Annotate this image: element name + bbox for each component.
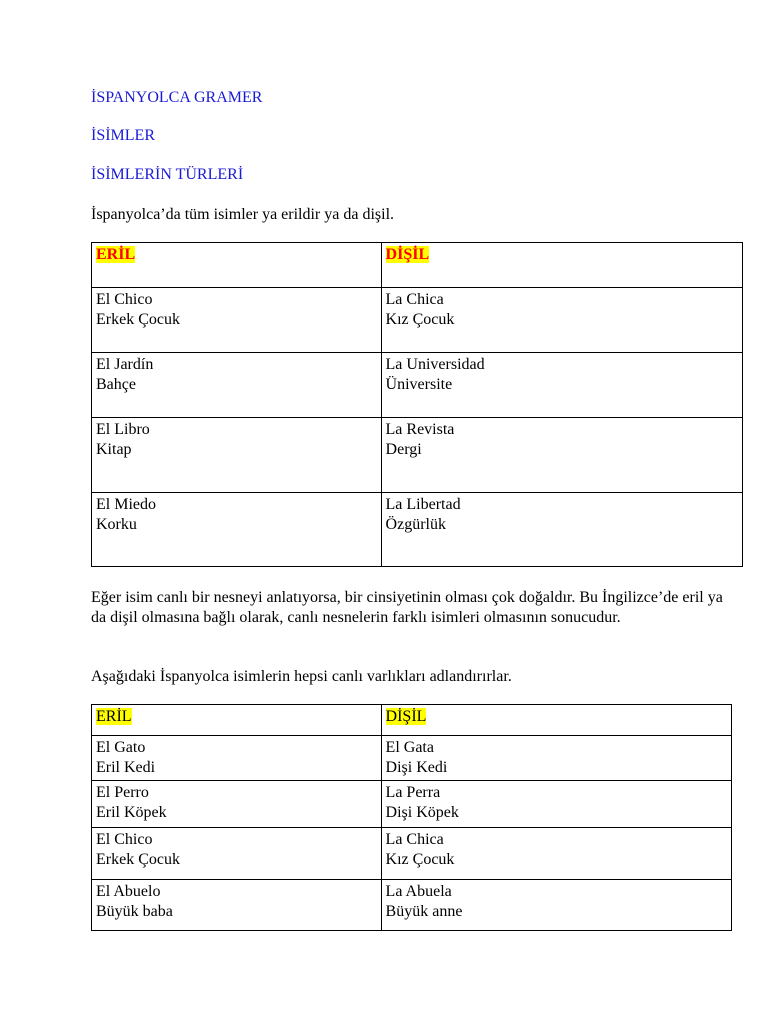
table-cell (92, 493, 382, 567)
table-row (92, 288, 743, 353)
living-nouns-paragraph: Eğer isim canlı bir nesneyi anlatıyorsa, bir cinsiyetinin olması çok doğaldır. Bu İngilizce’de eril ya da dişil olmasına bağlı olarak, canlı nesnelerin farklı isimleri olmasının sonucudur. (91, 589, 723, 626)
header-label-feminine: DİŞİL (385, 246, 430, 263)
spanish-word: La Perra (385, 784, 441, 801)
spanish-word: La Libertad (385, 496, 461, 513)
gender-table-1 (91, 242, 743, 567)
header-cell-feminine (381, 705, 731, 736)
table-cell (381, 353, 742, 418)
turkish-translation: Üniversite (385, 376, 453, 393)
intro-paragraph: İspanyolca’da tüm isimler ya erildir ya da dişil. (91, 206, 395, 223)
gender-table-2 (91, 704, 732, 931)
table-header-row (92, 243, 743, 288)
table-cell (381, 493, 742, 567)
table-row (92, 418, 743, 493)
header-cell-masculine (92, 705, 382, 736)
table-cell (92, 781, 382, 828)
table-cell (381, 828, 731, 880)
spanish-word: El Gato (96, 739, 146, 756)
turkish-translation: Dişi Köpek (385, 804, 459, 821)
spanish-word: El Gata (385, 739, 434, 756)
table-row (92, 493, 743, 567)
table-cell (381, 781, 731, 828)
turkish-translation: Erkek Çocuk (96, 851, 180, 868)
turkish-translation: Dergi (385, 441, 422, 458)
turkish-translation: Özgürlük (385, 516, 446, 533)
turkish-translation: Büyük anne (385, 903, 463, 920)
section-heading-nouns: İSİMLER (91, 127, 155, 144)
spanish-word: La Chica (385, 831, 444, 848)
spanish-word: El Perro (96, 784, 149, 801)
turkish-translation: Dişi Kedi (385, 759, 448, 776)
spanish-word: El Chico (96, 831, 153, 848)
turkish-translation: Eril Kedi (96, 759, 156, 776)
turkish-translation: Bahçe (96, 376, 136, 393)
table-row (92, 880, 732, 931)
turkish-translation: Kitap (96, 441, 132, 458)
table-row (92, 828, 732, 880)
table-row (92, 781, 732, 828)
living-nouns-intro: Aşağıdaki İspanyolca isimlerin hepsi canlı varlıkları adlandırırlar. (91, 668, 512, 685)
table-header-row (92, 705, 732, 736)
spanish-word: La Revista (385, 421, 455, 438)
table-cell (92, 828, 382, 880)
header-cell-feminine (381, 243, 742, 288)
turkish-translation: Kız Çocuk (385, 851, 455, 868)
header-cell-masculine (92, 243, 382, 288)
header-label-masculine: ERİL (96, 246, 136, 263)
turkish-translation: Kız Çocuk (385, 311, 455, 328)
spanish-word: El Chico (96, 291, 153, 308)
table-cell (92, 880, 382, 931)
table-cell (381, 418, 742, 493)
header-label-feminine: DİŞİL (385, 708, 427, 725)
table-row (92, 736, 732, 781)
section-heading-noun-types: İSİMLERİN TÜRLERİ (91, 166, 244, 183)
table-cell (92, 418, 382, 493)
spanish-word: La Universidad (385, 356, 485, 373)
table-cell (381, 880, 731, 931)
spanish-word: El Abuelo (96, 883, 161, 900)
header-label-masculine: ERİL (96, 708, 132, 725)
spanish-word: El Jardín (96, 356, 154, 373)
table-cell (381, 288, 742, 353)
spanish-word: El Miedo (96, 496, 156, 513)
table-cell (92, 736, 382, 781)
table-cell (381, 736, 731, 781)
turkish-translation: Korku (96, 516, 137, 533)
table-cell (92, 353, 382, 418)
spanish-word: El Libro (96, 421, 150, 438)
spanish-word: La Chica (385, 291, 444, 308)
table-row (92, 353, 743, 418)
turkish-translation: Eril Köpek (96, 804, 167, 821)
table-cell (92, 288, 382, 353)
spanish-word: La Abuela (385, 883, 452, 900)
turkish-translation: Erkek Çocuk (96, 311, 180, 328)
turkish-translation: Büyük baba (96, 903, 173, 920)
document-title: İSPANYOLCA GRAMER (91, 89, 263, 106)
